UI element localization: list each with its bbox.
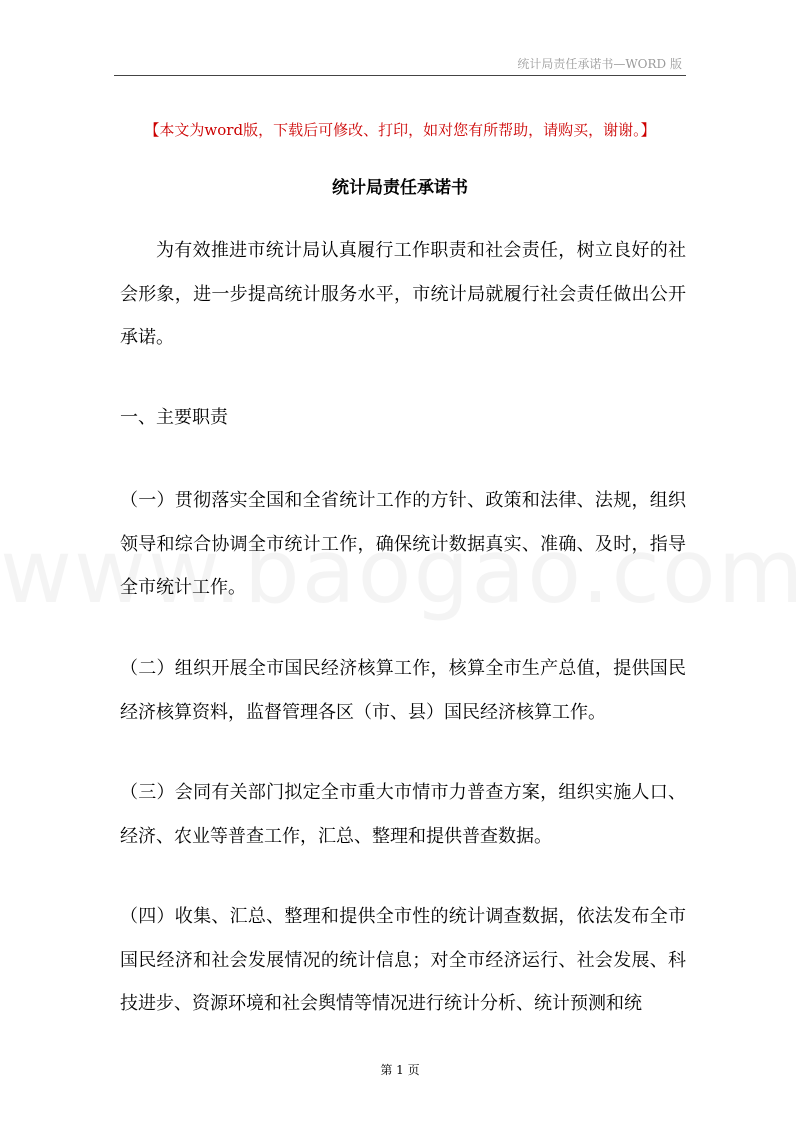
duty-item-2: （二）组织开展全市国民经济核算工作，核算全市生产总值，提供国民经济核算资料，监督管理各区（市、县）国民经济核算工作。 bbox=[120, 658, 686, 723]
intro-paragraph: 为有效推进市统计局认真履行工作职责和社会责任，树立良好的社会形象，进一步提高统计服务水平，市统计局就履行社会责任做出公开承诺。 bbox=[120, 240, 686, 348]
document-title: 统计局责任承诺书 bbox=[332, 178, 468, 198]
header-divider bbox=[114, 75, 686, 76]
section-heading-main-duties: 一、主要职责 bbox=[120, 407, 228, 428]
duty-item-3: （三）会同有关部门拟定全市重大市情市力普查方案，组织实施人口、经济、农业等普查工作，汇总、整理和提供普查数据。 bbox=[120, 782, 686, 847]
duty-item-4: （四）收集、汇总、整理和提供全市性的统计调查数据，依法发布全市国民经济和社会发展情况的统计信息；对全市经济运行、社会发展、科技进步、资源环境和社会舆情等情况进行统计分析、统计预测和统 bbox=[120, 906, 686, 1014]
duty-item-1: （一）贯彻落实全国和全省统计工作的方针、政策和法律、法规，组织领导和综合协调全市统计工作，确保统计数据真实、准确、及时，指导全市统计工作。 bbox=[120, 490, 686, 598]
page-number: 第 1 页 bbox=[380, 1063, 420, 1077]
running-header: 统计局责任承诺书—WORD 版 bbox=[517, 57, 682, 71]
purchase-notice: 【本文为word版，下载后可修改、打印，如对您有所帮助，请购买，谢谢。】 bbox=[144, 121, 656, 139]
